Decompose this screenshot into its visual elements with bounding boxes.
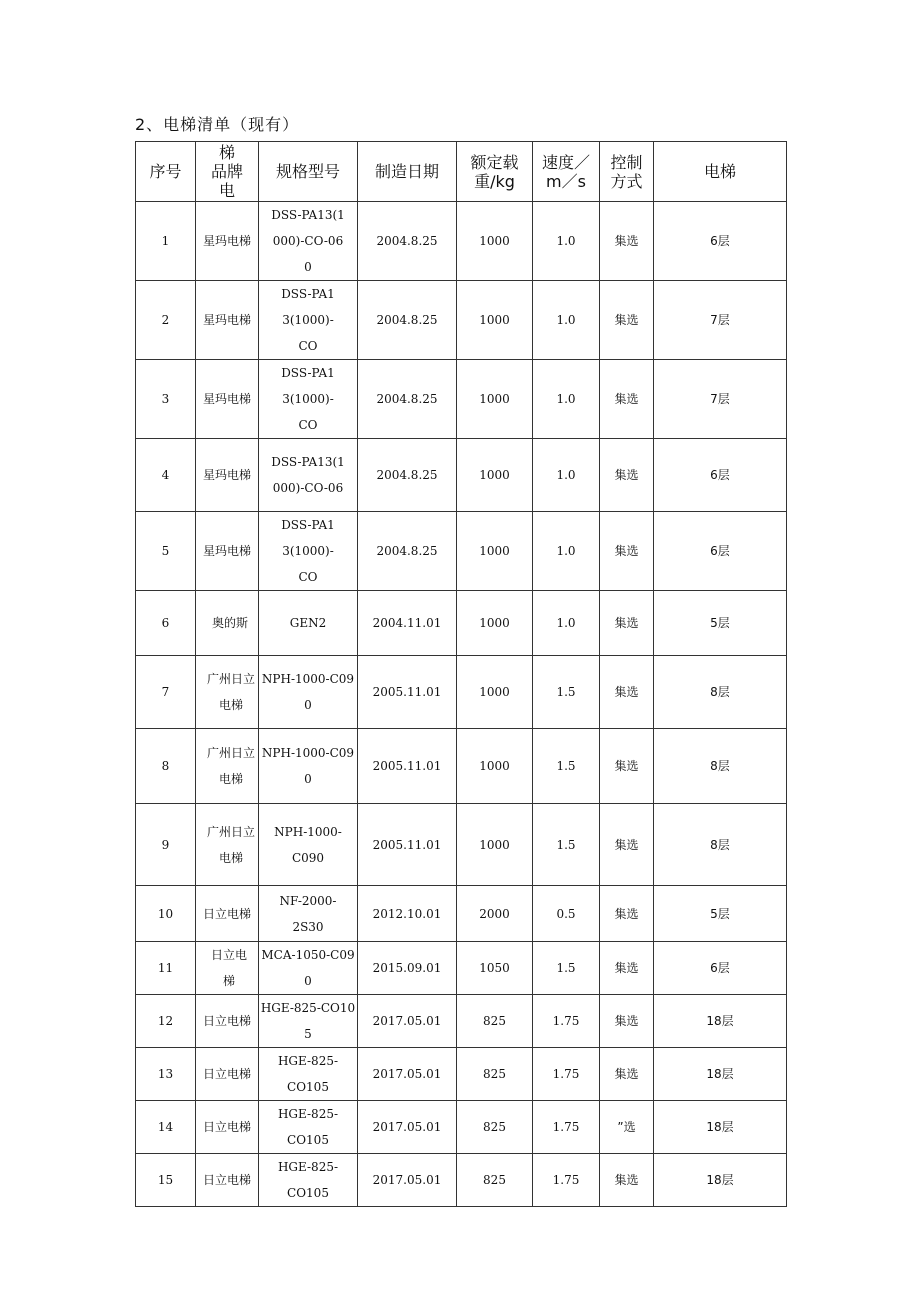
cell-brand: 日立电梯 [196, 886, 259, 942]
cell-model: NPH-1000-C090 [259, 656, 358, 729]
cell-brand: 星玛电梯 [196, 281, 259, 360]
cell-floors: 6层 [654, 202, 787, 281]
cell-no: 11 [136, 942, 196, 995]
cell-floors: 7层 [654, 360, 787, 439]
cell-model: HGE-825-CO105 [259, 1101, 358, 1154]
cell-control: 集选 [600, 202, 654, 281]
cell-no: 2 [136, 281, 196, 360]
cell-speed: 1.5 [533, 656, 600, 729]
cell-brand: 广州日立电梯 [196, 729, 259, 804]
cell-floors: 5层 [654, 886, 787, 942]
cell-date: 2004.8.25 [358, 512, 457, 591]
cell-speed: 1.75 [533, 1048, 600, 1101]
cell-control: 集选 [600, 942, 654, 995]
cell-control: 集选 [600, 439, 654, 512]
cell-control: ”选 [600, 1101, 654, 1154]
cell-speed: 1.75 [533, 1101, 600, 1154]
cell-control: 集选 [600, 512, 654, 591]
cell-brand: 日立电梯 [196, 1048, 259, 1101]
cell-model: MCA-1050-C090 [259, 942, 358, 995]
cell-load: 1000 [457, 360, 533, 439]
table-row [136, 729, 787, 804]
header-control: 控制方式 [600, 142, 654, 202]
cell-load: 1000 [457, 512, 533, 591]
cell-speed: 1.0 [533, 202, 600, 281]
table-row [136, 1101, 787, 1154]
cell-no: 3 [136, 360, 196, 439]
section-title: 2、电梯清单（现有） [135, 115, 300, 134]
cell-speed: 1.0 [533, 439, 600, 512]
cell-brand: 星玛电梯 [196, 439, 259, 512]
cell-date: 2005.11.01 [358, 729, 457, 804]
cell-floors: 18层 [654, 995, 787, 1048]
cell-floors: 7层 [654, 281, 787, 360]
cell-floors: 5层 [654, 591, 787, 656]
cell-model: HGE-825-CO105 [259, 1048, 358, 1101]
header-floors: 电梯 [654, 142, 787, 202]
cell-no: 7 [136, 656, 196, 729]
table-row [136, 281, 787, 360]
cell-load: 1000 [457, 729, 533, 804]
cell-no: 5 [136, 512, 196, 591]
cell-model: NPH-1000-C090 [259, 729, 358, 804]
table-row [136, 656, 787, 729]
header-brand-mid: 品牌 [210, 162, 243, 181]
header-model: 规格型号 [259, 142, 358, 202]
cell-model: HGE-825-CO105 [259, 1154, 358, 1207]
cell-control: 集选 [600, 995, 654, 1048]
cell-load: 1050 [457, 942, 533, 995]
cell-speed: 1.0 [533, 360, 600, 439]
cell-speed: 1.0 [533, 512, 600, 591]
header-brand-top: 梯 [218, 143, 235, 162]
cell-date: 2015.09.01 [358, 942, 457, 995]
cell-control: 集选 [600, 656, 654, 729]
cell-control: 集选 [600, 729, 654, 804]
cell-model: NF-2000-2S30 [259, 886, 358, 942]
cell-control: 集选 [600, 886, 654, 942]
cell-floors: 18层 [654, 1154, 787, 1207]
cell-model: DSS-PA13(1000)-CO [259, 512, 358, 591]
cell-load: 1000 [457, 439, 533, 512]
header-brand-bot: 电 [218, 181, 235, 200]
cell-control: 集选 [600, 804, 654, 886]
cell-load: 825 [457, 995, 533, 1048]
cell-no: 15 [136, 1154, 196, 1207]
cell-load: 1000 [457, 656, 533, 729]
cell-date: 2017.05.01 [358, 995, 457, 1048]
cell-date: 2017.05.01 [358, 1048, 457, 1101]
cell-brand: 星玛电梯 [196, 360, 259, 439]
cell-no: 13 [136, 1048, 196, 1101]
table-header-row [136, 142, 787, 202]
cell-brand: 广州日立电梯 [196, 656, 259, 729]
cell-speed: 1.5 [533, 942, 600, 995]
cell-no: 1 [136, 202, 196, 281]
cell-floors: 6层 [654, 942, 787, 995]
table-row [136, 591, 787, 656]
cell-date: 2004.8.25 [358, 439, 457, 512]
table-row [136, 1154, 787, 1207]
cell-speed: 1.5 [533, 729, 600, 804]
table-row [136, 439, 787, 512]
cell-control: 集选 [600, 360, 654, 439]
cell-model: HGE-825-CO105 [259, 995, 358, 1048]
cell-load: 825 [457, 1048, 533, 1101]
cell-date: 2004.8.25 [358, 202, 457, 281]
cell-floors: 8层 [654, 729, 787, 804]
cell-no: 6 [136, 591, 196, 656]
cell-control: 集选 [600, 591, 654, 656]
cell-no: 9 [136, 804, 196, 886]
cell-model: DSS-PA13(1000)-CO [259, 281, 358, 360]
cell-floors: 18层 [654, 1101, 787, 1154]
cell-model: NPH-1000-C090 [259, 804, 358, 886]
cell-speed: 0.5 [533, 886, 600, 942]
cell-brand: 星玛电梯 [196, 202, 259, 281]
cell-control: 集选 [600, 1048, 654, 1101]
cell-no: 12 [136, 995, 196, 1048]
cell-date: 2004.8.25 [358, 360, 457, 439]
table-row [136, 886, 787, 942]
cell-brand: 日立电梯 [196, 995, 259, 1048]
cell-date: 2017.05.01 [358, 1154, 457, 1207]
cell-speed: 1.75 [533, 1154, 600, 1207]
cell-date: 2017.05.01 [358, 1101, 457, 1154]
cell-speed: 1.0 [533, 281, 600, 360]
cell-control: 集选 [600, 1154, 654, 1207]
header-speed: 速度／m／s [533, 142, 600, 202]
cell-load: 2000 [457, 886, 533, 942]
cell-load: 1000 [457, 804, 533, 886]
cell-speed: 1.75 [533, 995, 600, 1048]
header-brand [196, 142, 259, 202]
cell-speed: 1.5 [533, 804, 600, 886]
elevator-table [135, 141, 787, 1207]
cell-floors: 8层 [654, 656, 787, 729]
cell-floors: 8层 [654, 804, 787, 886]
cell-no: 14 [136, 1101, 196, 1154]
table-row [136, 995, 787, 1048]
table-row [136, 202, 787, 281]
cell-date: 2012.10.01 [358, 886, 457, 942]
cell-no: 8 [136, 729, 196, 804]
table-row [136, 942, 787, 995]
cell-load: 1000 [457, 591, 533, 656]
cell-load: 1000 [457, 202, 533, 281]
table-row [136, 804, 787, 886]
cell-model: DSS-PA13(1000)-CO-06 [259, 439, 358, 512]
header-load: 额定载重/kg [457, 142, 533, 202]
cell-no: 4 [136, 439, 196, 512]
table-row [136, 512, 787, 591]
cell-brand: 日立电梯 [196, 1154, 259, 1207]
cell-floors: 18层 [654, 1048, 787, 1101]
cell-date: 2005.11.01 [358, 656, 457, 729]
header-date: 制造日期 [358, 142, 457, 202]
cell-model: DSS-PA13(1000)-CO-060 [259, 202, 358, 281]
cell-brand: 广州日立电梯 [196, 804, 259, 886]
cell-model: DSS-PA13(1000)-CO [259, 360, 358, 439]
cell-date: 2005.11.01 [358, 804, 457, 886]
cell-no: 10 [136, 886, 196, 942]
cell-speed: 1.0 [533, 591, 600, 656]
table-row [136, 1048, 787, 1101]
header-no: 序号 [136, 142, 196, 202]
cell-brand: 日立电梯 [196, 942, 259, 995]
cell-date: 2004.8.25 [358, 281, 457, 360]
cell-floors: 6层 [654, 439, 787, 512]
cell-model: GEN2 [259, 591, 358, 656]
cell-brand: 奥的斯 [196, 591, 259, 656]
cell-floors: 6层 [654, 512, 787, 591]
cell-load: 825 [457, 1154, 533, 1207]
table-row [136, 360, 787, 439]
cell-brand: 星玛电梯 [196, 512, 259, 591]
cell-brand: 日立电梯 [196, 1101, 259, 1154]
cell-load: 1000 [457, 281, 533, 360]
cell-load: 825 [457, 1101, 533, 1154]
cell-date: 2004.11.01 [358, 591, 457, 656]
cell-control: 集选 [600, 281, 654, 360]
